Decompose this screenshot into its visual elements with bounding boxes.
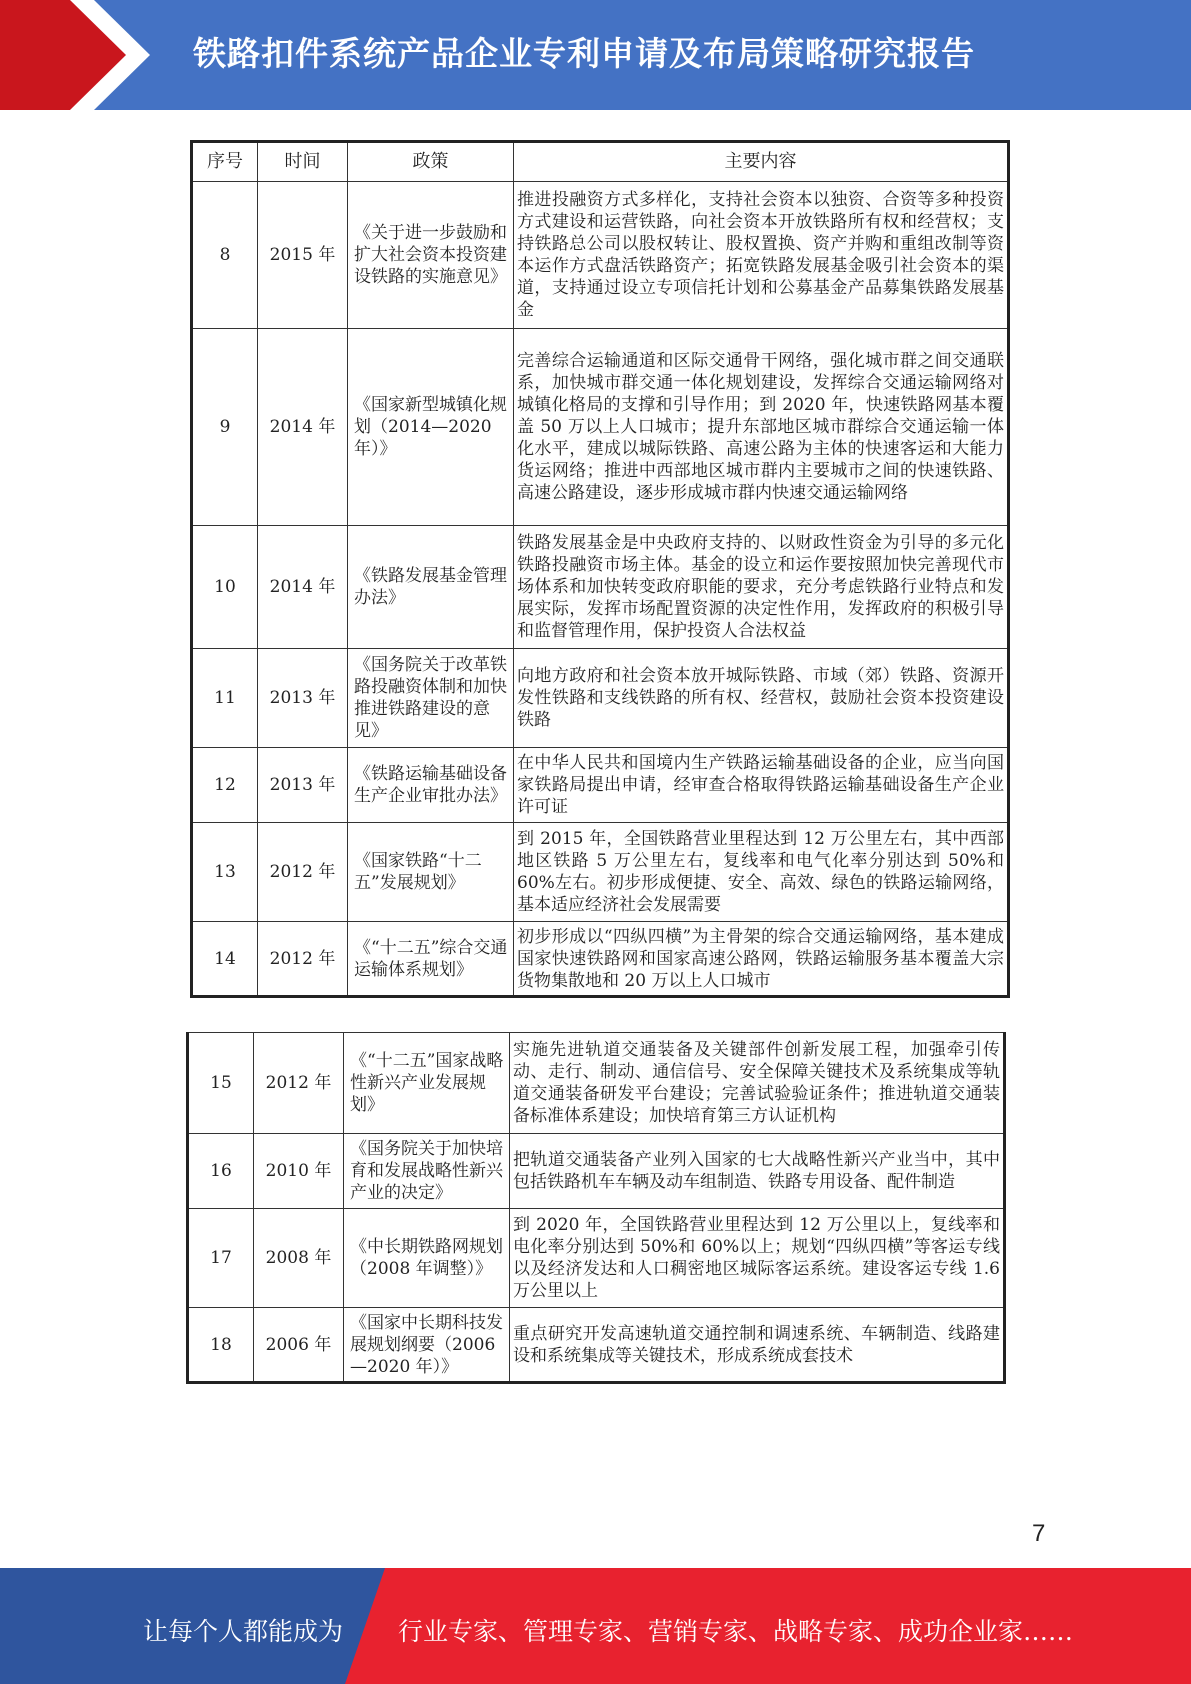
cell-year: 2013 年 (258, 748, 348, 823)
cell-no: 9 (192, 329, 258, 526)
page-number: 7 (1032, 1520, 1046, 1547)
cell-policy: 《铁路发展基金管理办法》 (348, 526, 514, 649)
cell-year: 2008 年 (254, 1209, 344, 1308)
cell-year: 2012 年 (258, 823, 348, 922)
cell-year: 2010 年 (254, 1134, 344, 1209)
cell-policy: 《国家铁路“十二五”发展规划》 (348, 823, 514, 922)
cell-year: 2012 年 (254, 1033, 344, 1134)
report-title: 铁路扣件系统产品企业专利申请及布局策略研究报告 (193, 34, 975, 73)
cell-content: 向地方政府和社会资本放开城际铁路、市域（郊）铁路、资源开发性铁路和支线铁路的所有权、经营权，鼓励社会资本投资建设铁路 (514, 649, 1009, 748)
cell-policy: 《国家新型城镇化规划（2014—2020 年）》 (348, 329, 514, 526)
table-row (188, 1134, 1005, 1209)
page-header (0, 0, 1191, 110)
cell-year: 2013 年 (258, 649, 348, 748)
cell-year: 2014 年 (258, 329, 348, 526)
cell-content: 重点研究开发高速轨道交通控制和调速系统、车辆制造、线路建设和系统集成等关键技术，形成系统成套技术 (510, 1308, 1005, 1383)
cell-no: 8 (192, 182, 258, 329)
cell-no: 13 (192, 823, 258, 922)
cell-policy: 《国务院关于改革铁路投融资体制和加快推进铁路建设的意见》 (348, 649, 514, 748)
cell-no: 15 (188, 1033, 254, 1134)
cell-no: 14 (192, 922, 258, 997)
policy-table-part-1 (190, 140, 1010, 998)
table-row (188, 1209, 1005, 1308)
table-row (192, 823, 1009, 922)
table-row (192, 329, 1009, 526)
cell-year: 2012 年 (258, 922, 348, 997)
table-row (188, 1308, 1005, 1383)
table-header-row (192, 142, 1009, 182)
header-content: 主要内容 (514, 142, 1009, 182)
cell-content: 把轨道交通装备产业列入国家的七大战略性新兴产业当中，其中包括铁路机车车辆及动车组制造、铁路专用设备、配件制造 (510, 1134, 1005, 1209)
cell-policy: 《国务院关于加快培育和发展战略性新兴产业的决定》 (344, 1134, 510, 1209)
cell-no: 18 (188, 1308, 254, 1383)
table-row (188, 1033, 1005, 1134)
header-time: 时间 (258, 142, 348, 182)
cell-policy: 《铁路运输基础设备生产企业审批办法》 (348, 748, 514, 823)
table-row (192, 922, 1009, 997)
policy-table-part-2 (186, 1032, 1006, 1384)
cell-content: 在中华人民共和国境内生产铁路运输基础设备的企业，应当向国家铁路局提出申请，经审查合格取得铁路运输基础设备生产企业许可证 (514, 748, 1009, 823)
header-no: 序号 (192, 142, 258, 182)
cell-no: 16 (188, 1134, 254, 1209)
cell-year: 2015 年 (258, 182, 348, 329)
cell-content: 实施先进轨道交通装备及关键部件创新发展工程，加强牵引传动、走行、制动、通信信号、安全保障关键技术及系统集成等轨道交通装备研发平台建设；完善试验验证条件；推进轨道交通装备标准体系建设；加快培育第三方认证机构 (510, 1033, 1005, 1134)
table-row (192, 182, 1009, 329)
cell-content: 初步形成以“四纵四横”为主骨架的综合交通运输网络，基本建成国家快速铁路网和国家高速公路网，铁路运输服务基本覆盖大宗货物集散地和 20 万以上人口城市 (514, 922, 1009, 997)
footer-slogan-left: 让每个人都能成为 (143, 1617, 344, 1646)
cell-content: 铁路发展基金是中央政府支持的、以财政性资金为引导的多元化铁路投融资市场主体。基金的设立和运作要按照加快完善现代市场体系和加快转变政府职能的要求，充分考虑铁路行业特点和发展实际，发挥市场配置资源的决定性作用，发挥政府的积极引导和监督管理作用，保护投资人合法权益 (514, 526, 1009, 649)
cell-policy: 《“十二五”国家战略性新兴产业发展规划》 (344, 1033, 510, 1134)
cell-year: 2006 年 (254, 1308, 344, 1383)
page-footer (0, 1568, 1191, 1684)
cell-content: 推进投融资方式多样化，支持社会资本以独资、合资等多种投资方式建设和运营铁路，向社会资本开放铁路所有权和经营权；支持铁路总公司以股权转让、股权置换、资产并购和重组改制等资本运作方式盘活铁路资产；拓宽铁路发展基金吸引社会资本的渠道，支持通过设立专项信托计划和公募基金产品募集铁路发展基金 (514, 182, 1009, 329)
cell-content: 到 2015 年，全国铁路营业里程达到 12 万公里左右，其中西部地区铁路 5 万公里左右，复线率和电气化率分别达到 50%和 60%左右。初步形成便捷、安全、高效、绿色的铁路运输网络，基本适应经济社会发展需要 (514, 823, 1009, 922)
cell-content: 到 2020 年，全国铁路营业里程达到 12 万公里以上，复线率和电化率分别达到 50%和 60%以上；规划“四纵四横”等客运专线以及经济发达和人口稠密地区城际客运系统。建设客运专线 1.6 万公里以上 (510, 1209, 1005, 1308)
cell-policy: 《国家中长期科技发展规划纲要（2006—2020 年）》 (344, 1308, 510, 1383)
footer-slogan-right: 行业专家、管理专家、营销专家、战略专家、成功企业家…… (398, 1617, 1074, 1646)
header-red-arrow-decoration (0, 0, 150, 110)
cell-no: 12 (192, 748, 258, 823)
cell-year: 2014 年 (258, 526, 348, 649)
cell-policy: 《中长期铁路网规划（2008 年调整）》 (344, 1209, 510, 1308)
table-row (192, 526, 1009, 649)
cell-content: 完善综合运输通道和区际交通骨干网络，强化城市群之间交通联系，加快城市群交通一体化规划建设，发挥综合交通运输网络对城镇化格局的支撑和引导作用；到 2020 年，快速铁路网基本覆盖 50 万以上人口城市；提升东部地区城市群综合交通运输一体化水平，建成以城际铁路、高速公路为主体的快速客运和大能力货运网络；推进中西部地区城市群内主要城市之间的快速铁路、高速公路建设，逐步形成城市群内快速交通运输网络 (514, 329, 1009, 526)
table-row (192, 649, 1009, 748)
table-row (192, 748, 1009, 823)
cell-policy: 《关于进一步鼓励和扩大社会资本投资建设铁路的实施意见》 (348, 182, 514, 329)
cell-policy: 《“十二五”综合交通运输体系规划》 (348, 922, 514, 997)
cell-no: 17 (188, 1209, 254, 1308)
cell-no: 10 (192, 526, 258, 649)
header-policy: 政策 (348, 142, 514, 182)
cell-no: 11 (192, 649, 258, 748)
